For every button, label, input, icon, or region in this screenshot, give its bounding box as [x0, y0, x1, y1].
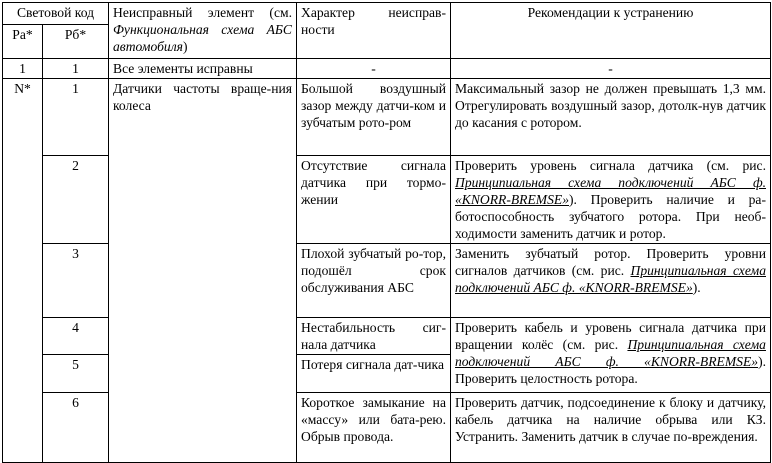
header-fault-character: Характер неисправ-ности — [297, 3, 451, 59]
header-element-pre: Неисправный элемент (см. — [113, 5, 292, 20]
row-pb: 3 — [43, 244, 109, 318]
row-pb: 1 — [43, 59, 109, 79]
header-element-italic: Функциональная схема АБС автомобиля — [113, 22, 292, 54]
row-character: Короткое замыкание на «массу» или бата-рею. Обрыв провода. — [297, 393, 451, 463]
row-pb: 4 — [43, 318, 109, 355]
recommend-text: ). Проверить наличие и ра-ботоспособность зубчатого ротора. При необ-ходимости заменить датчик и ротор. — [455, 192, 766, 241]
row-character: Большой воздушный зазор между датчи-ком и зубчатым рото-ром — [297, 79, 451, 156]
recommend-text: ). — [692, 280, 701, 295]
row-recommend — [451, 244, 771, 318]
table-row — [3, 59, 771, 79]
recommend-text: ). Проверить целостность ротора. — [455, 354, 766, 386]
row-character: Потеря сигнала дат-чика — [297, 355, 451, 393]
row-pb: 5 — [43, 355, 109, 393]
row-recommend — [451, 156, 771, 244]
row-character: Плохой зубчатый ро-тор, подошёл срок обслуживания АБС — [297, 244, 451, 318]
row-character: - — [297, 59, 451, 79]
row-recommend: Максимальный зазор не должен превышать 1,3 мм. Отрегулировать воздушный зазор, дотолк-нув датчик до касания с ротором. — [451, 79, 771, 156]
row-recommend — [451, 318, 771, 393]
header-pa: Ра* — [3, 25, 43, 59]
row-pb: 2 — [43, 156, 109, 244]
table-row — [3, 79, 771, 156]
schematic-reference: Принципиальная схема подключений АБС ф. «KNORR-BREMSE» — [455, 263, 766, 295]
row-pa: N* — [3, 79, 43, 463]
row-pb: 6 — [43, 393, 109, 463]
row-element: Датчики частоты враще-ния колеса — [109, 79, 297, 463]
row-element: Все элементы исправны — [109, 59, 297, 79]
header-element-post: ) — [182, 39, 188, 54]
recommend-text: Проверить кабель и уровень сигнала датчика при вращении колёс (см. рис. — [455, 320, 766, 352]
row-recommend: Проверить датчик, подсоединение к блоку и датчику, кабель датчика на наличие обрыва или КЗ. Устранить. Заменить датчик в случае по-вреждения. — [451, 393, 771, 463]
header-faulty-element — [109, 3, 297, 59]
header-light-code: Световой код — [3, 3, 109, 25]
recommend-text: Проверить уровень сигнала датчика (см. рис. — [455, 158, 766, 173]
row-pb: 1 — [43, 79, 109, 156]
row-character: Нестабильность сиг-нала датчика — [297, 318, 451, 355]
row-recommend: - — [451, 59, 771, 79]
row-pa: 1 — [3, 59, 43, 79]
schematic-reference: Принципиальная схема подключений АБС ф. «KNORR-BREMSE» — [455, 337, 766, 369]
header-recommendations: Рекомендации к устранению — [451, 3, 771, 59]
schematic-reference: Принципиальная схема подключений АБС ф. «KNORR-BREMSE» — [455, 175, 766, 207]
header-pb: Рб* — [43, 25, 109, 59]
abs-fault-table — [2, 2, 771, 463]
recommend-text: Заменить зубчатый ротор. Проверить уровни сигналов датчиков (см. рис. — [455, 246, 766, 278]
row-character: Отсутствие сигнала датчика при тормо-жении — [297, 156, 451, 244]
